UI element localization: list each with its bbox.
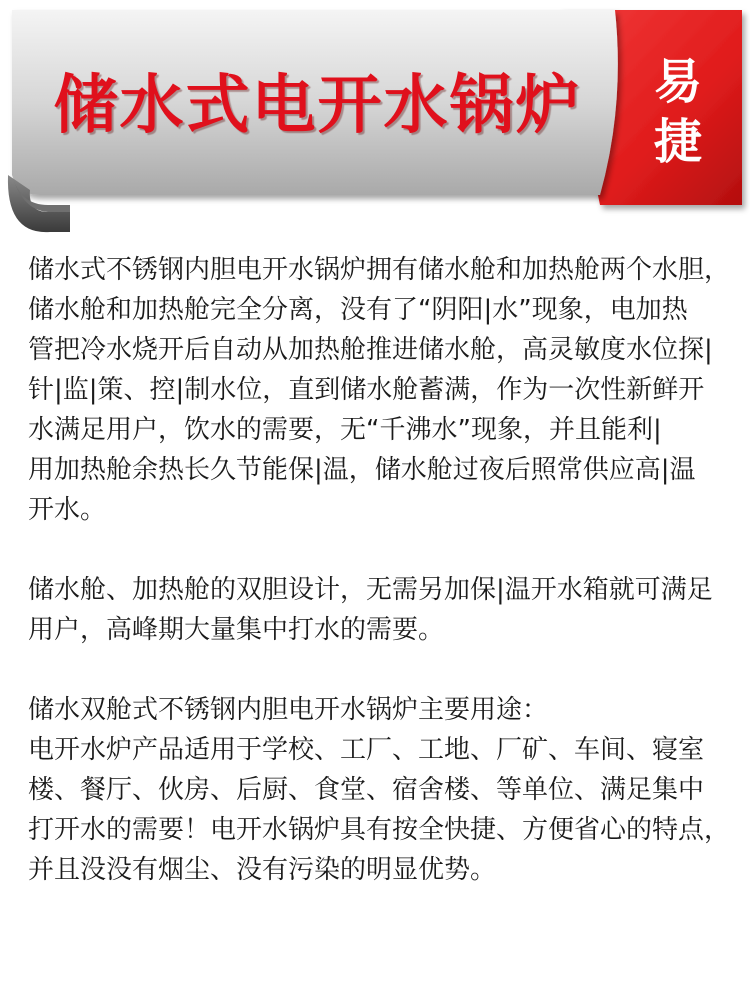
header-banner — [0, 0, 750, 250]
banner-title: 储水式电开水锅炉 — [53, 68, 582, 143]
brand-mark — [628, 42, 728, 182]
paragraph-usage: 储水双舱式不锈钢内胆电开水锅炉主要用途： 电开水炉产品适用于学校、工厂、工地、厂矿、车间、寝室 楼、餐厅、伙房、后厨、食堂、宿舍楼、等单位、满足集中 打开水的需要！电开水锅炉具有按全快捷、方便省心的特点， 并且没没有烟尘、没有污染的明显优势。 — [28, 695, 731, 885]
brand-char-top: 易 — [653, 54, 702, 110]
article-body — [28, 250, 744, 890]
paragraph-dual-tank: 储水舱、加热舱的双胆设计，无需另加保|温开水箱就可满足 用户，高峰期大量集中打水的需要。 — [28, 575, 713, 645]
paragraph-intro: 储水式不锈钢内胆电开水锅炉拥有储水舱和加热舱两个水胆， 储水舱和加热舱完全分离，没有了“阴阳|水”现象，电加热 管把冷水烧开后自动从加热舱推进储水舱，高灵敏度水位探| 针|监|策、控|制水位，直到储水舱蓄满，作为一次性新鲜开 水满足用户，饮水的需要，无“千沸水”现象，并且能利| 用加热舱余热长久节能保|温，储水舱过夜后照常供应高|温 开水。 — [28, 255, 731, 525]
brand-char-bottom: 捷 — [653, 114, 702, 170]
